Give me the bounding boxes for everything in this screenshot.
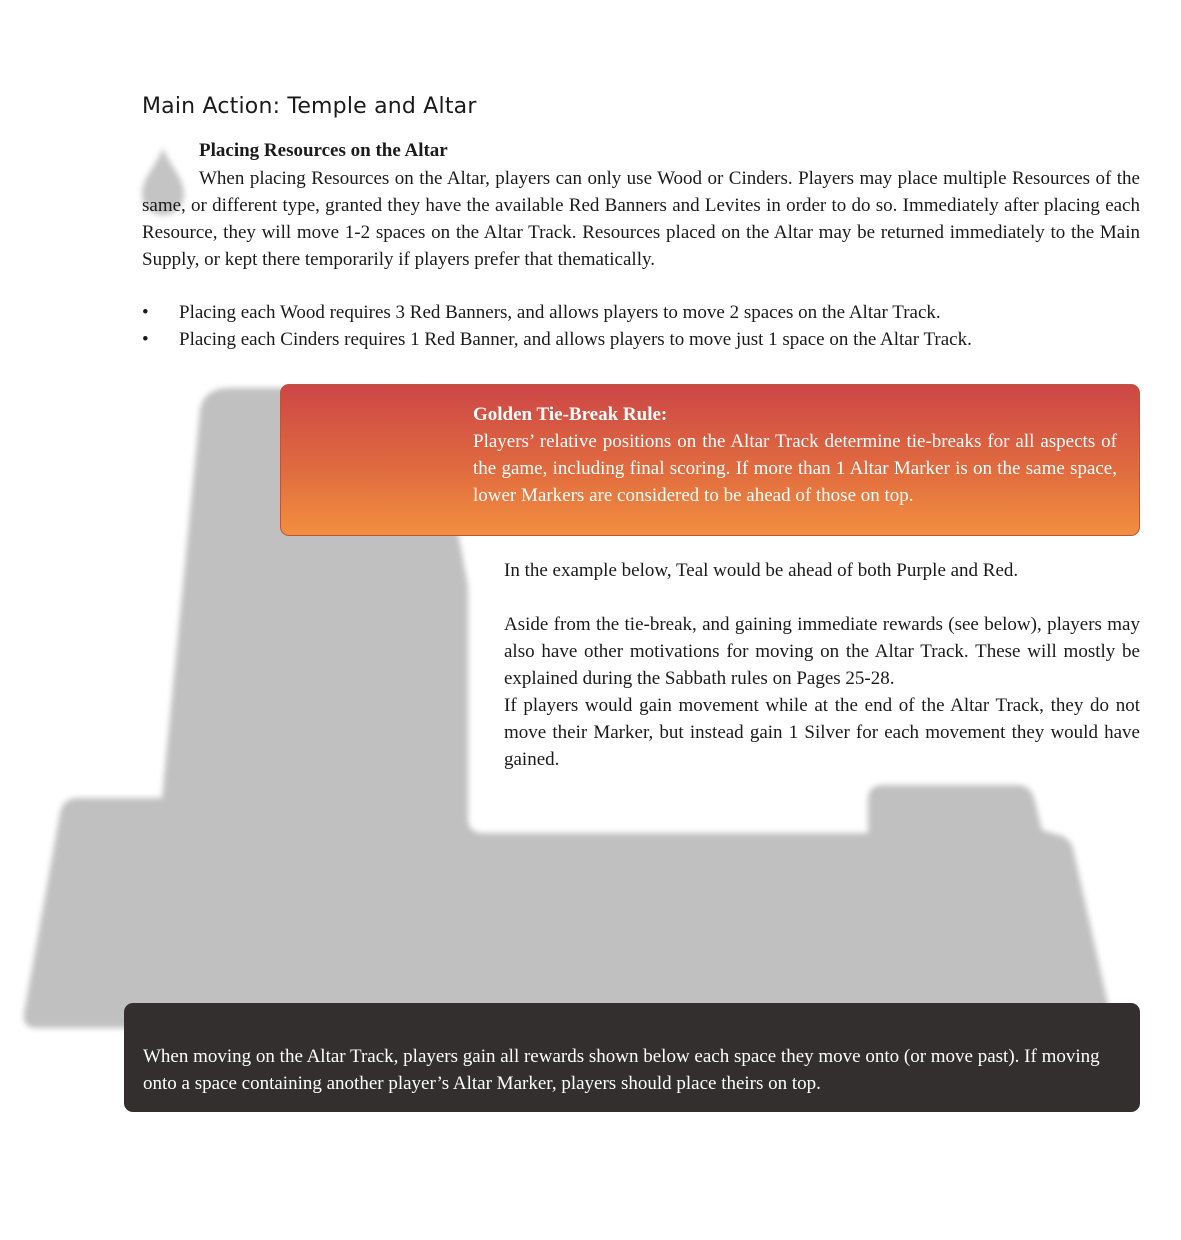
section-title: Placing Resources on the Altar — [199, 140, 448, 161]
list-item-text: Placing each Cinders requires 1 Red Banner, and allows players to move just 1 space on the Altar Track. — [179, 329, 972, 350]
golden-tie-break-box — [280, 384, 1140, 536]
rewards-note-text: When moving on the Altar Track, players gain all rewards shown below each space they move onto (or move past). If moving onto a space containing another player’s Altar Marker, players should place theirs on top. — [143, 1046, 1100, 1094]
page-heading: Main Action: Temple and Altar — [142, 94, 477, 119]
golden-rule-content — [473, 401, 1117, 509]
section-intro: When placing Resources on the Altar, players can only use Wood or Cinders. Players may place multiple Resources of the same, or different type, granted they have the available Red Banners and Levites in order to do so. Immediately after placing each Resource, they will move 1-2 spaces on the Altar Track. Resources placed on the Altar may be returned immediately to the Main Supply, or kept there temporarily if players prefer that thematically. — [142, 168, 1140, 270]
golden-rule-text: Players’ relative positions on the Altar Track determine tie-breaks for all aspects of the game, including final scoring. If more than 1 Altar Marker is on the same space, lower Markers are considered to be ahead of those on top. — [473, 431, 1117, 506]
list-item — [142, 299, 1140, 326]
end-of-track-paragraph: If players would gain movement while at the end of the Altar Track, they do not move their Marker, but instead gain 1 Silver for each movement they would have gained. — [504, 695, 1140, 770]
bullet-marker: • — [142, 302, 149, 323]
list-item — [142, 326, 1140, 353]
example-text: In the example below, Teal would be ahead of both Purple and Red. — [504, 560, 1019, 581]
bullet-list — [142, 299, 1140, 353]
bullet-marker: • — [142, 329, 149, 350]
motivation-paragraph: Aside from the tie-break, and gaining immediate rewards (see below), players may also have other motivations for moving on the Altar Track. These will mostly be explained during the Sabbath rules on Pages 25-28. — [504, 614, 1140, 689]
golden-rule-title: Golden Tie-Break Rule: — [473, 404, 668, 425]
rewards-note-box — [124, 1003, 1140, 1112]
list-item-text: Placing each Wood requires 3 Red Banners, and allows players to move 2 spaces on the Altar Track. — [179, 302, 941, 323]
